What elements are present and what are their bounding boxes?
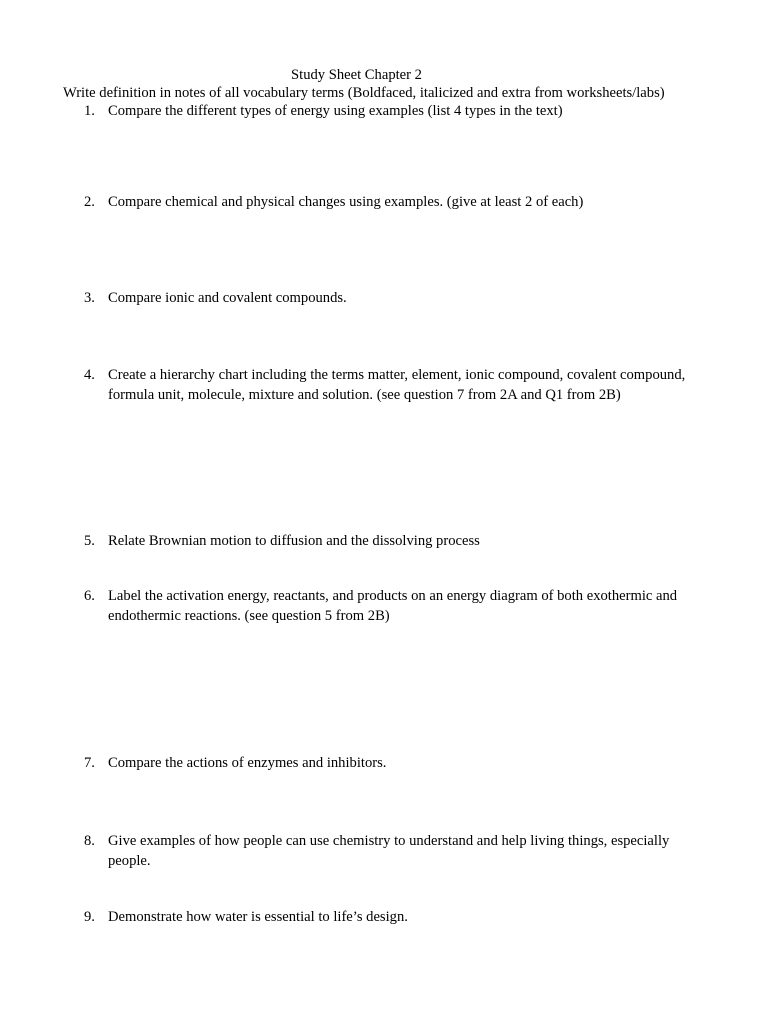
question-item-1 xyxy=(84,101,724,121)
question-item-5 xyxy=(84,531,724,551)
question-number: 1. xyxy=(84,103,95,119)
question-number: 7. xyxy=(84,755,95,771)
question-number: 8. xyxy=(84,833,95,849)
question-item-2 xyxy=(84,192,724,212)
question-number: 6. xyxy=(84,588,95,604)
document-subtitle: Write definition in notes of all vocabulary terms (Boldfaced, italicized and extra from worksheets/labs) xyxy=(63,85,665,101)
question-text: Compare the different types of energy using examples (list 4 types in the text) xyxy=(108,103,563,119)
question-text: Label the activation energy, reactants, and products on an energy diagram of both exothermic and endothermic reactions. (see question 5 from 2B) xyxy=(108,588,678,624)
question-item-7 xyxy=(84,753,724,773)
question-text: Create a hierarchy chart including the terms matter, element, ionic compound, covalent compound, formula unit, molecule, mixture and solution. (see question 7 from 2A and Q1 from 2B) xyxy=(108,367,686,403)
question-item-9 xyxy=(84,907,724,927)
question-number: 5. xyxy=(84,533,95,549)
question-item-6 xyxy=(84,586,724,626)
question-text: Compare the actions of enzymes and inhibitors. xyxy=(108,755,387,771)
question-item-4 xyxy=(84,365,724,405)
question-text: Demonstrate how water is essential to life’s design. xyxy=(108,909,408,925)
question-number: 2. xyxy=(84,194,95,210)
question-number: 9. xyxy=(84,909,95,925)
question-text: Relate Brownian motion to diffusion and the dissolving process xyxy=(108,533,480,549)
question-number: 4. xyxy=(84,367,95,383)
question-number: 3. xyxy=(84,290,95,306)
document-title: Study Sheet Chapter 2 xyxy=(291,67,422,83)
question-text: Compare chemical and physical changes using examples. (give at least 2 of each) xyxy=(108,194,584,210)
question-text: Compare ionic and covalent compounds. xyxy=(108,290,347,306)
question-item-3 xyxy=(84,288,724,308)
question-text: Give examples of how people can use chemistry to understand and help living things, especially people. xyxy=(108,833,670,869)
question-item-8 xyxy=(84,831,724,871)
